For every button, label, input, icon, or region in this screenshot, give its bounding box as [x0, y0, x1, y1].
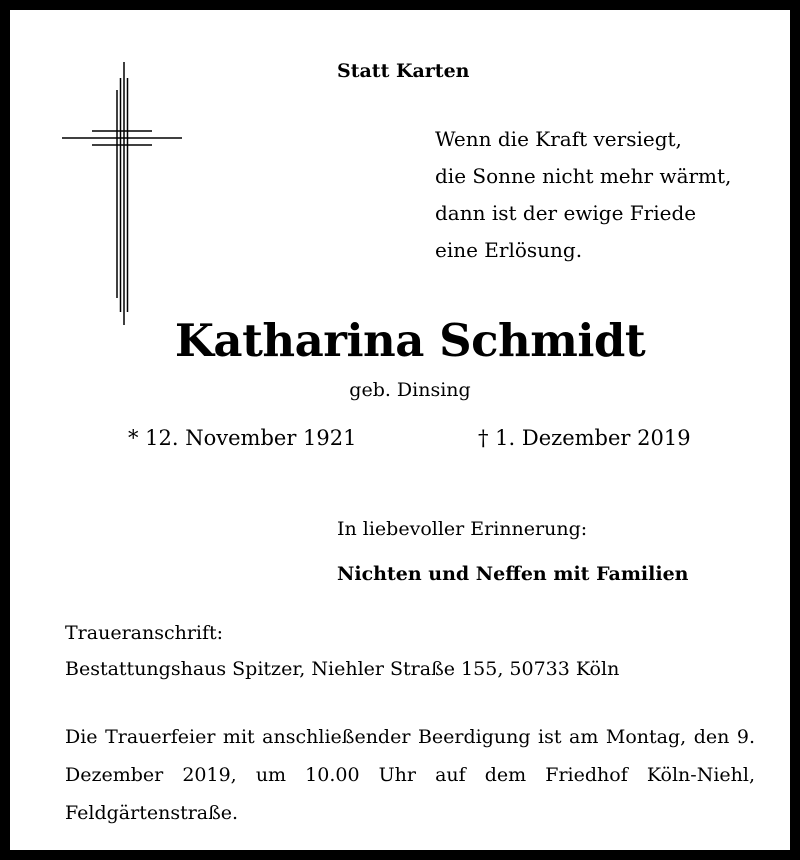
service-details: Die Trauerfeier mit anschließender Beerdigung ist am Montag, den 9. Dezember 2019, um 10.00 Uhr auf dem Friedhof Köln-Niehl, Feldgärtenstraße.	[65, 726, 755, 824]
poem	[435, 121, 731, 269]
poem-line: eine Erlösung.	[435, 238, 583, 262]
address-text: Bestattungshaus Spitzer, Niehler Straße 155, 50733 Köln	[65, 658, 620, 680]
poem-line: die Sonne nicht mehr wärmt,	[435, 164, 732, 188]
death-date: † 1. Dezember 2019	[478, 426, 691, 450]
deceased-name: Katharina Schmidt	[174, 314, 646, 367]
memory-intro: In liebevoller Erinnerung:	[337, 518, 588, 540]
cross-icon	[60, 60, 185, 328]
poem-line: Wenn die Kraft versiegt,	[435, 127, 682, 151]
address-label: Traueranschrift:	[65, 622, 224, 644]
statt-karten-label: Statt Karten	[337, 60, 470, 82]
maiden-name: geb. Dinsing	[349, 379, 471, 401]
poem-line: dann ist der ewige Friede	[435, 201, 697, 225]
mourners-names: Nichten und Neffen mit Familien	[337, 563, 689, 585]
birth-date: * 12. November 1921	[128, 426, 357, 450]
